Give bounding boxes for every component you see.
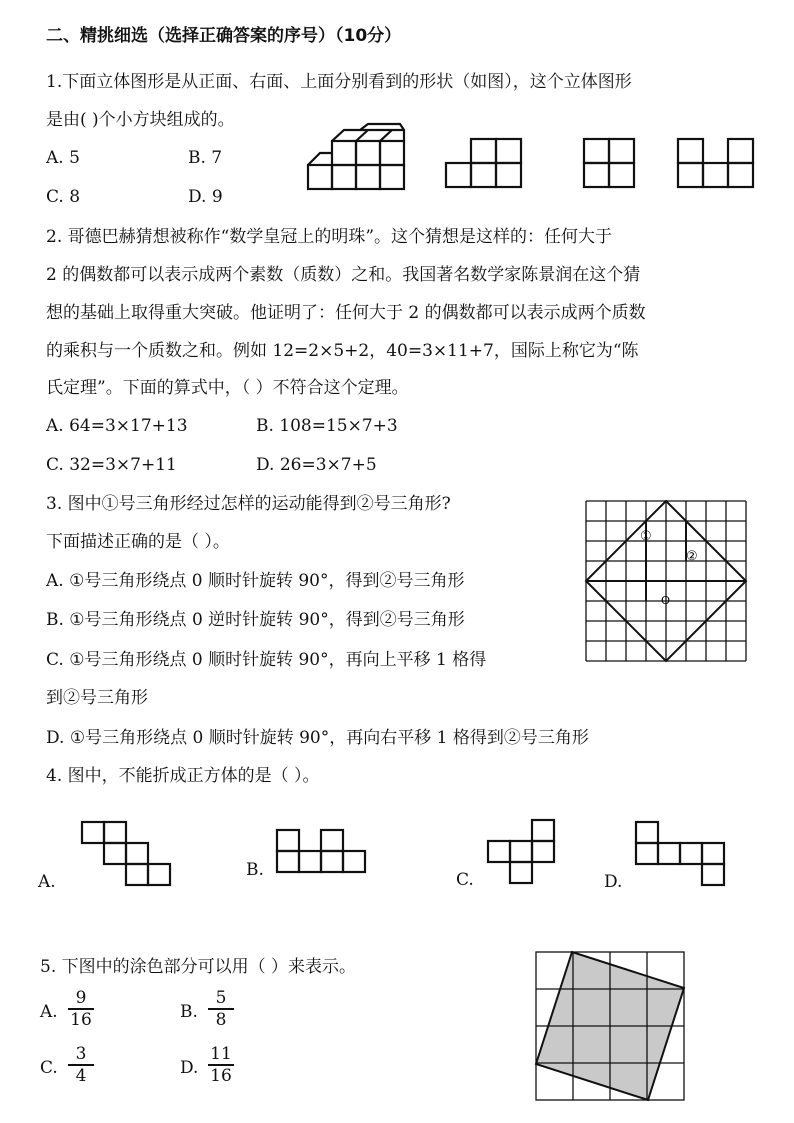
q2-line3: 想的基础上取得重大突破。他证明了：任何大于 2 的偶数都可以表示成两个质数 — [46, 303, 646, 323]
q3-option-d[interactable]: D. ①号三角形绕点 0 顺时针旋转 90°，再向右平移 1 格得到②号三角形 — [46, 728, 589, 748]
q3-option-c-cont: 到②号三角形 — [46, 688, 148, 708]
q1-front-view — [444, 138, 534, 190]
section-title: 二、精挑细选（选择正确答案的序号）（10分） — [46, 26, 402, 46]
q4-net-b — [275, 828, 365, 878]
q4-stem: 4. 图中，不能折成正方体的是（ ）。 — [46, 766, 320, 786]
q5-option-c-letter[interactable]: C. — [40, 1058, 58, 1078]
q5-option-a-fraction — [68, 988, 94, 1030]
q5-option-d-denominator: 16 — [210, 1066, 232, 1086]
q5-option-c-fraction — [68, 1044, 94, 1086]
q5-option-d-numerator: 11 — [208, 1044, 234, 1066]
q1-option-a[interactable]: A. 5 — [46, 148, 80, 168]
q5-option-d-fraction — [208, 1044, 234, 1086]
q3-line1: 3. 图中①号三角形经过怎样的运动能得到②号三角形? — [46, 494, 451, 514]
q1-option-c[interactable]: C. 8 — [46, 187, 81, 207]
q4-option-b[interactable]: B. — [246, 860, 264, 880]
q3-option-a[interactable]: A. ①号三角形绕点 0 顺时针旋转 90°，得到②号三角形 — [46, 571, 465, 591]
q4-net-a — [80, 820, 180, 890]
q4-option-c[interactable]: C. — [456, 870, 474, 890]
q2-line2: 2 的偶数都可以表示成两个素数（质数）之和。我国著名数学家陈景润在这个猜 — [46, 265, 641, 285]
q2-line5: 氏定理”。下面的算式中，（ ）不符合这个定理。 — [46, 378, 409, 398]
q4-net-c — [486, 818, 576, 888]
q1-option-d[interactable]: D. 9 — [188, 187, 223, 207]
q5-option-d-letter[interactable]: D. — [180, 1058, 199, 1078]
q5-option-a-numerator: 9 — [68, 988, 94, 1010]
q3-line2: 下面描述正确的是（ ）。 — [46, 532, 230, 552]
q4-net-d — [634, 820, 744, 890]
q3-option-b[interactable]: B. ①号三角形绕点 0 逆时针旋转 90°，得到②号三角形 — [46, 610, 465, 630]
q5-option-b-letter[interactable]: B. — [180, 1002, 198, 1022]
q5-option-b-numerator: 5 — [208, 988, 234, 1010]
q2-option-b[interactable]: B. 108=15×7+3 — [256, 416, 398, 436]
q4-option-d[interactable]: D. — [604, 872, 623, 892]
q5-option-b-fraction — [208, 988, 234, 1030]
q5-shaded-grid-figure — [534, 950, 686, 1102]
q5-option-a-letter[interactable]: A. — [40, 1002, 58, 1022]
q2-option-d[interactable]: D. 26=3×7+5 — [256, 455, 377, 475]
q1-option-b[interactable]: B. 7 — [188, 148, 223, 168]
q4-option-a[interactable]: A. — [38, 872, 56, 892]
q1-top-view — [676, 138, 758, 190]
q1-stem-line2: 是由( )个小方块组成的。 — [46, 110, 235, 130]
q5-option-a-denominator: 16 — [70, 1010, 92, 1030]
q3-grid-figure — [582, 500, 766, 664]
q1-right-view — [582, 138, 642, 190]
q2-line1: 2. 哥德巴赫猜想被称作“数学皇冠上的明珠”。这个猜想是这样的：任何大于 — [46, 227, 613, 247]
q3-label-2: ② — [686, 549, 698, 564]
q1-stem-line1: 1.下面立体图形是从正面、右面、上面分别看到的形状（如图），这个立体图形 — [46, 72, 632, 92]
q3-label-o: O — [661, 594, 671, 607]
q5-option-c-numerator: 3 — [68, 1044, 94, 1066]
q5-option-b-denominator: 8 — [215, 1010, 227, 1030]
q3-option-c[interactable]: C. ①号三角形绕点 0 顺时针旋转 90°，再向上平移 1 格得 — [46, 650, 487, 670]
q5-stem: 5. 下图中的涂色部分可以用（ ）来表示。 — [40, 957, 357, 977]
q1-cube-solid-figure — [300, 120, 410, 195]
q3-label-1: ① — [640, 529, 652, 544]
q2-option-c[interactable]: C. 32=3×7+11 — [46, 455, 177, 475]
q2-line4: 的乘积与一个质数之和。例如 12=2×5+2，40=3×11+7，国际上称它为“陈 — [46, 341, 639, 361]
q2-option-a[interactable]: A. 64=3×17+13 — [46, 416, 188, 436]
q5-option-c-denominator: 4 — [75, 1066, 87, 1086]
